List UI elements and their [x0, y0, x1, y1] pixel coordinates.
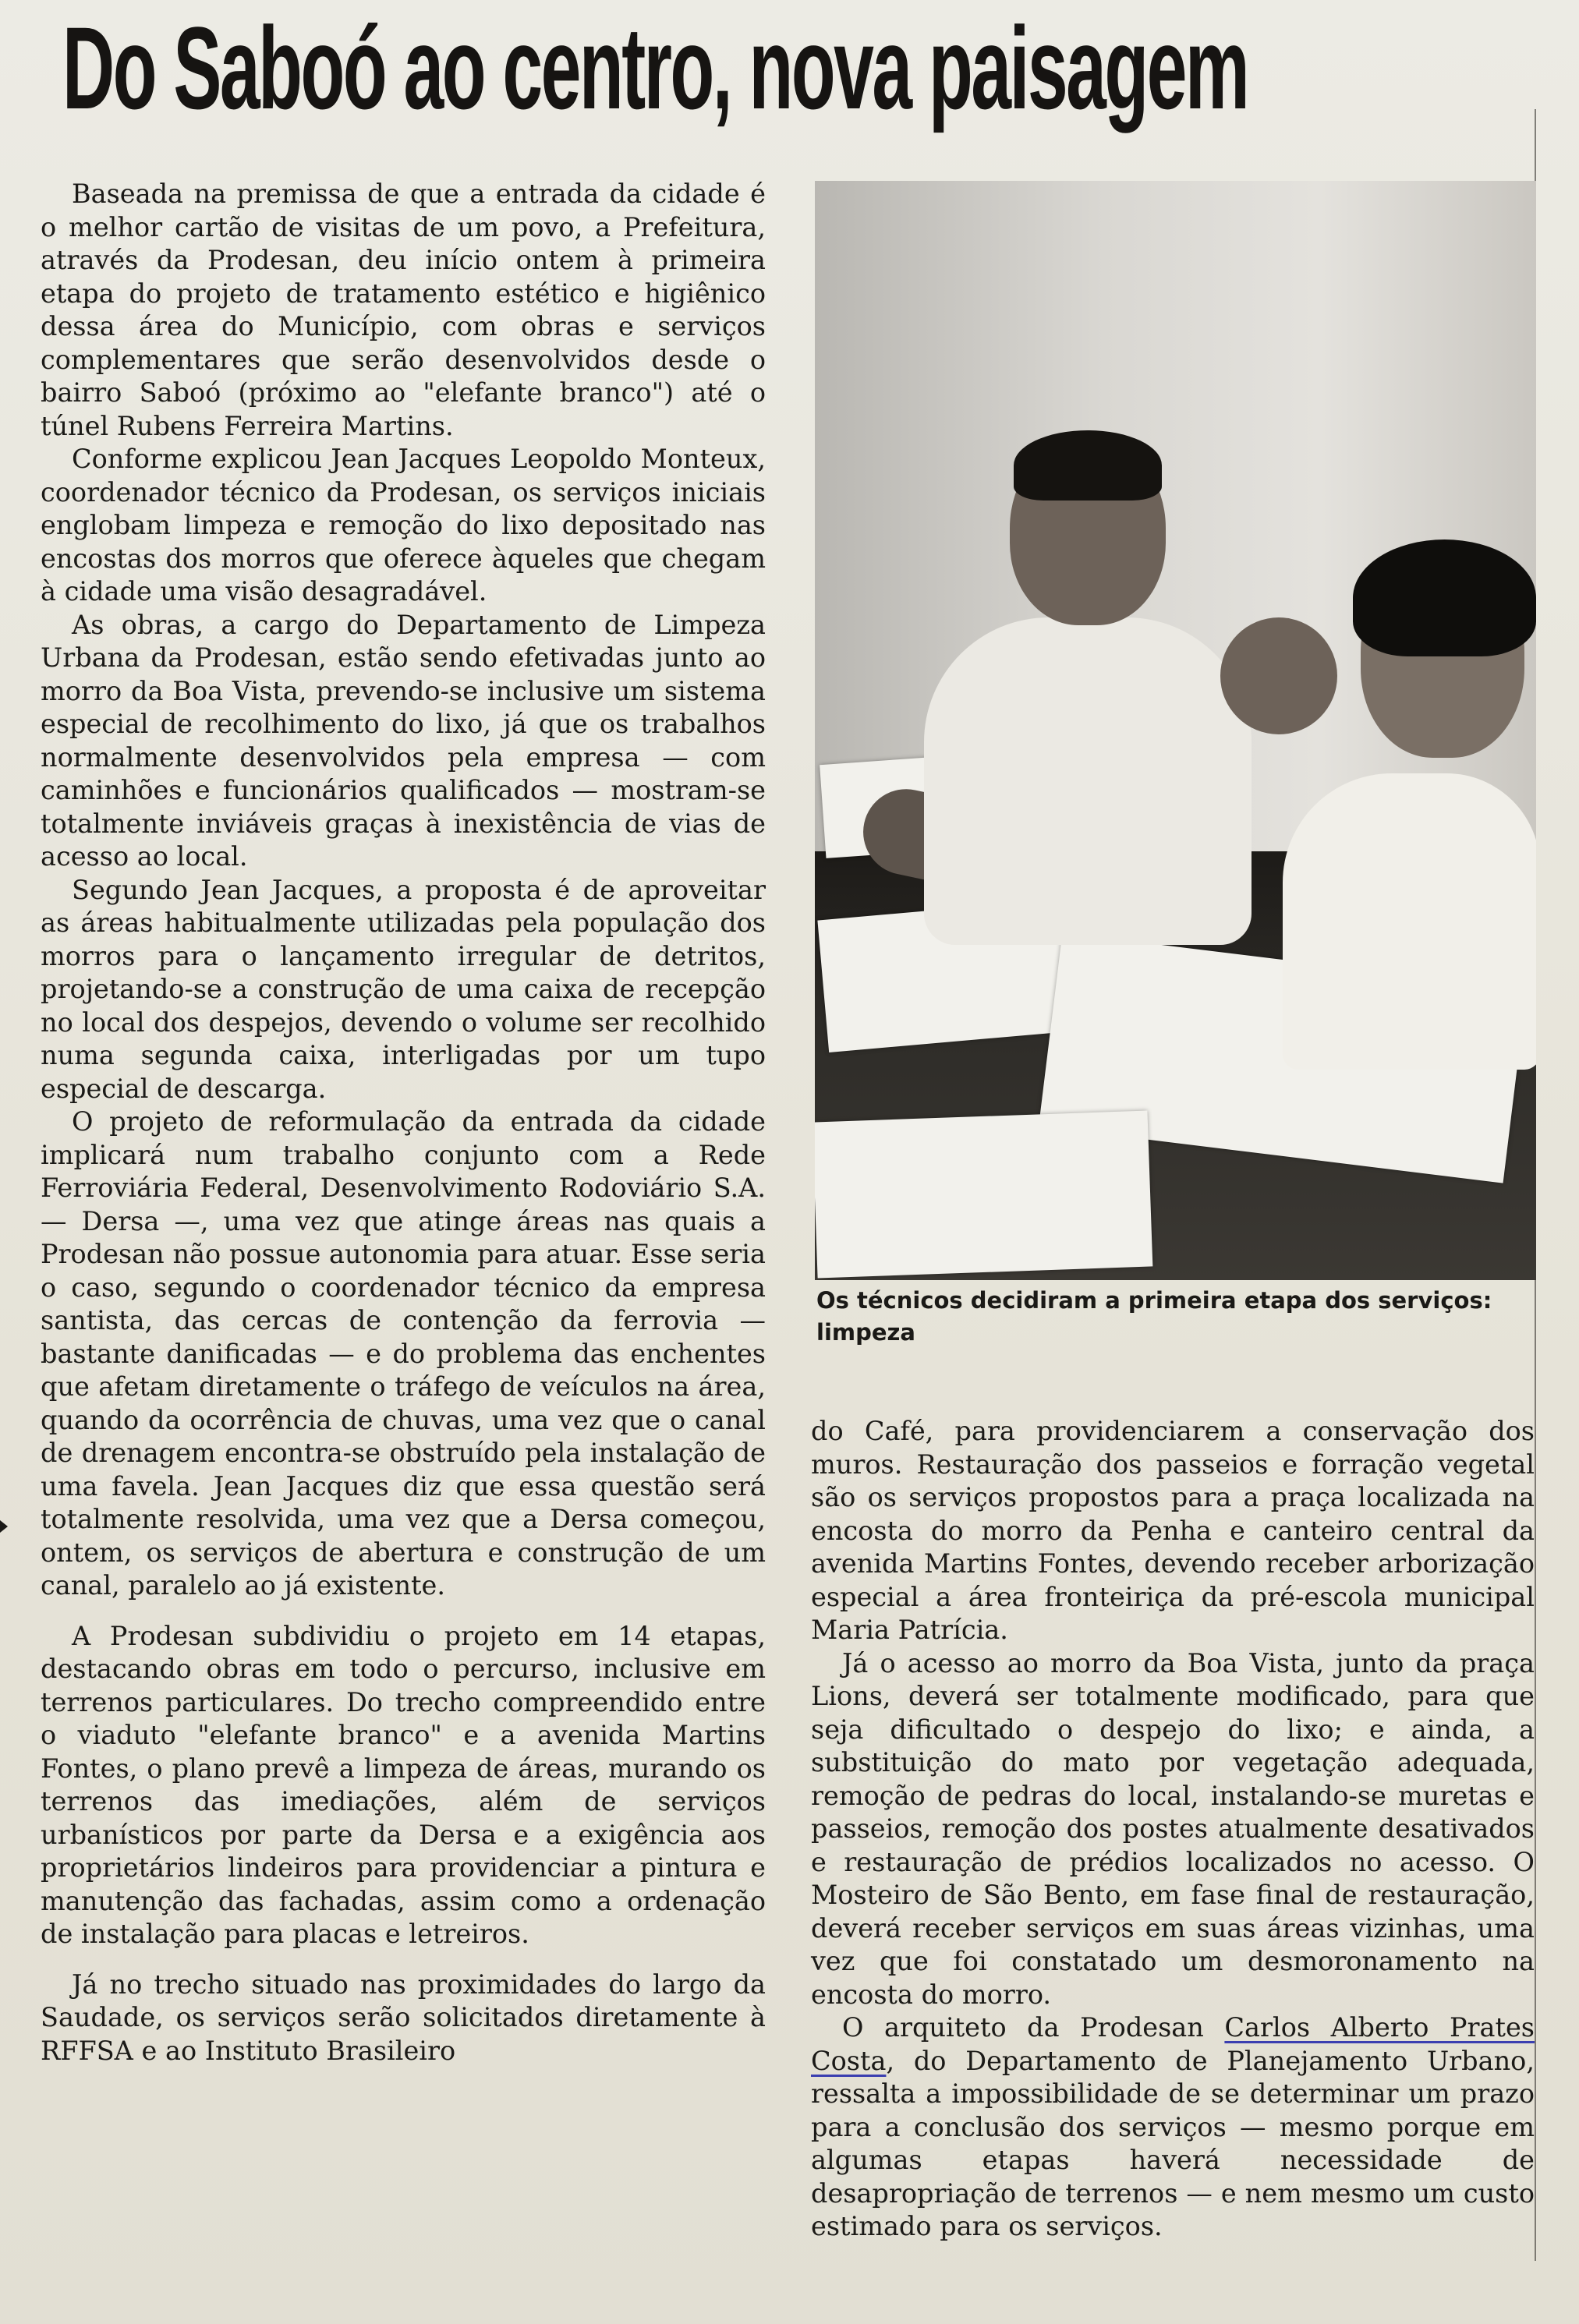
photo-person-hair — [1353, 539, 1536, 656]
left-column — [41, 178, 766, 2068]
photo-paper — [815, 1111, 1152, 1279]
paragraph: Segundo Jean Jacques, a proposta é de aproveitar as áreas habitualmente utilizadas pela população dos morros para o lançamento irregular de detritos, projetando-se a construção de uma caixa de recepção no local dos despejos, devendo o volume ser recolhido numa segunda caixa, interligadas por um tupo especial de descarga. — [41, 874, 766, 1104]
right-column — [811, 1415, 1535, 2244]
paragraph-text: , do Departamento de Planejamento Urbano, ressalta a impossibilidade de se determinar um prazo para a conclusão dos serviços — mesmo porque em algumas etapas haverá necessidade de desapropriação de terrenos — e nem mesmo um custo estimado para os serviços. — [811, 2045, 1535, 2241]
photo-person-shirt — [924, 617, 1252, 945]
paragraph: A Prodesan subdividiu o projeto em 14 etapas, destacando obras em todo o percurso, inclusive em terrenos particulares. Do trecho compreendido entre o viaduto "elefante branco" e a avenida Martins Fontes, o plano prevê a limpeza de áreas, murando os terrenos das imediações, além de serviços urbanísticos por parte da Dersa e a exigência aos proprietários lindeiros para providenciar a pintura e manutenção das fachadas, assim como a ordenação de instalação para placas e letreiros. — [41, 1620, 766, 1949]
photo-caption: Os técnicos decidiram a primeira etapa dos serviços: limpeza — [816, 1287, 1492, 1346]
paragraph — [811, 2011, 1535, 2244]
margin-mark — [0, 1520, 8, 1533]
photo-person-shirt — [1283, 773, 1536, 1070]
headline: Do Saboó ao centro, nova paisagem — [62, 2, 1248, 133]
paragraph: do Café, para providenciarem a conservação dos muros. Restauração dos passeios e forração vegetal são os serviços propostos para a praça localizada na encosta do morro da Penha e canteiro central da avenida Martins Fontes, devendo receber arborização especial a área fronteiriça da pré-escola municipal Maria Patrícia. — [811, 1416, 1535, 1645]
photo-person-hair — [1014, 430, 1162, 501]
paragraph: Já no trecho situado nas proximidades do largo da Saudade, os serviços serão solicitados diretamente à RFFSA e ao Instituto Brasileiro — [41, 1969, 766, 2066]
paragraph-text: O arquiteto da Prodesan — [842, 2012, 1225, 2043]
paragraph: Baseada na premissa de que a entrada da cidade é o melhor cartão de visitas de um povo, a Prefeitura, através da Prodesan, deu início ontem à primeira etapa do projeto de tratamento estético e higiênico dessa área do Município, com obras e serviços complementares que serão desenvolvidos desde o bairro Saboó (próximo ao "elefante branco") até o túnel Rubens Ferreira Martins. — [41, 179, 766, 441]
underlined-name: Carlos Alberto Prates Costa — [811, 2012, 1535, 2076]
photo — [815, 181, 1536, 1280]
paragraph: As obras, a cargo do Departamento de Limpeza Urbana da Prodesan, estão sendo efetivadas junto ao morro da Boa Vista, prevendo-se inclusive um sistema especial de recolhimento do lixo, já que os trabalhos normalmente desenvolvidos pela empresa — com caminhões e funcionários qualificados — mostram-se totalmente inviáveis graças à inexistência de vias de acesso ao local. — [41, 609, 766, 872]
paragraph: O projeto de reformulação da entrada da cidade implicará num trabalho conjunto com a Rede Ferroviária Federal, Desenvolvimento Rodoviário S.A. — Dersa —, uma vez que atinge áreas nas quais a Prodesan não possue autonomia para atuar. Esse seria o caso, segundo o coordenador técnico da empresa santista, das cercas de contenção da ferrovia — bastante danificadas — e do problema das enchentes que afetam diretamente o tráfego de veículos na área, quando da ocorrência de chuvas, uma vez que o canal de drenagem encontra-se obstruído pela instalação de uma favela. Jean Jacques diz que essa questão será totalmente resolvida, uma vez que a Dersa começou, ontem, os serviços de abertura e construção de um canal, paralelo ao já existente. — [41, 1106, 766, 1601]
paragraph: Conforme explicou Jean Jacques Leopoldo Monteux, coordenador técnico da Prodesan, os serviços iniciais englobam limpeza e remoção do lixo depositado nas encostas dos morros que oferece àqueles que chegam à cidade uma visão desagradável. — [41, 444, 766, 607]
photo-person-hand — [1220, 617, 1337, 734]
paragraph: Já o acesso ao morro da Boa Vista, junto da praça Lions, deverá ser totalmente modificado, para que seja dificultado o despejo do lixo; e ainda, a substituição do mato por vegetação adequada, remoção de pedras do local, instalando-se muretas e passeios, remoção dos postes atualmente desativados e restauração de prédios localizados no acesso. O Mosteiro de São Bento, em fase final de restauração, deverá receber serviços em suas áreas vizinhas, uma vez que foi constatado um desmoronamento na encosta do morro. — [811, 1647, 1535, 2010]
